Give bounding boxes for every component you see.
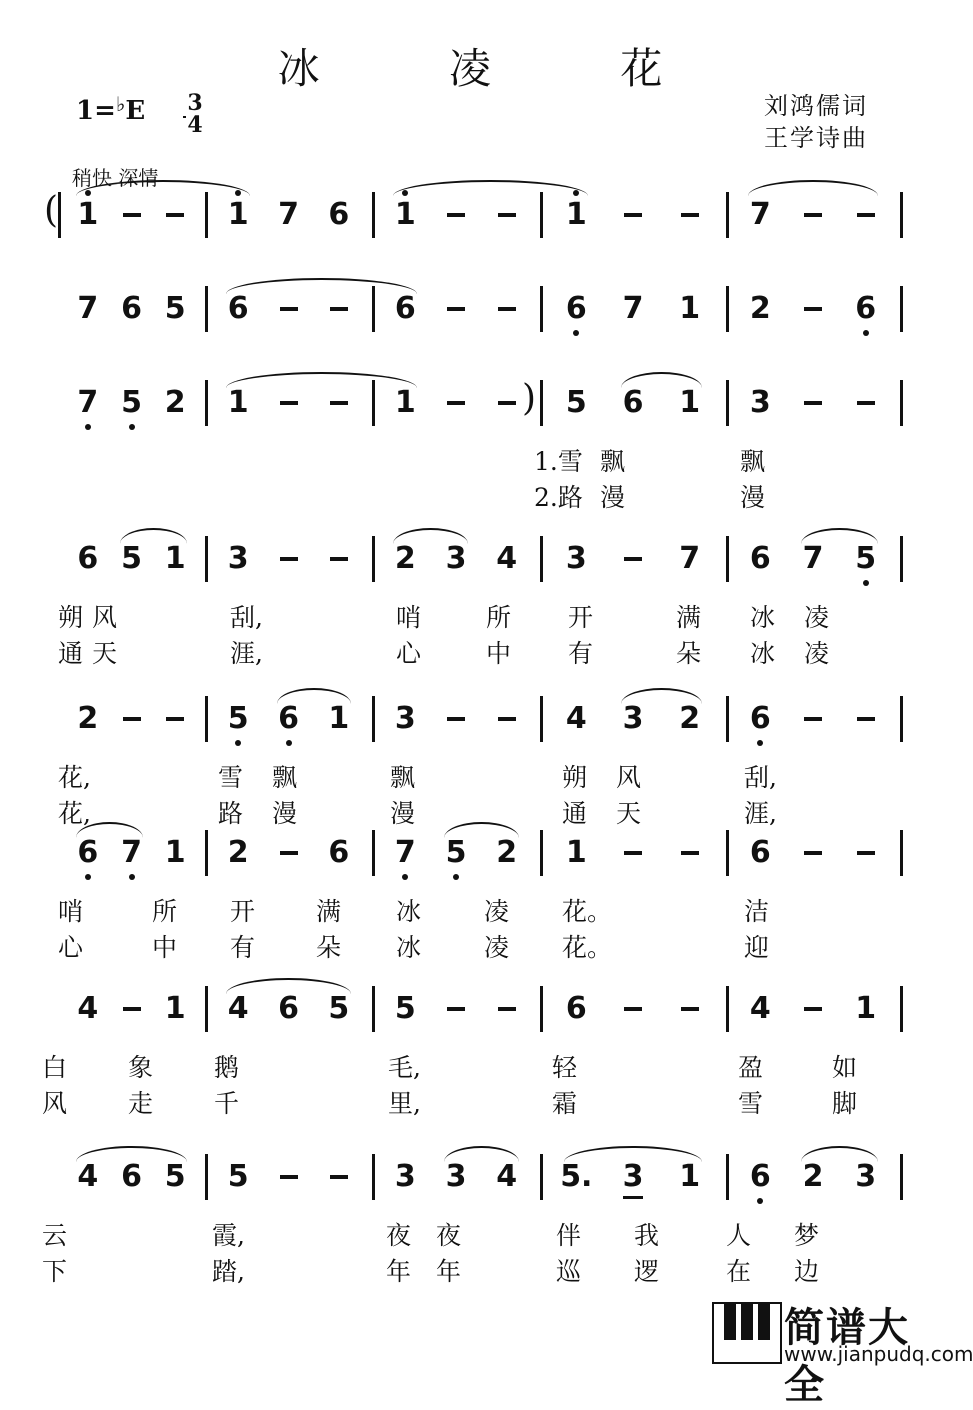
note-dash xyxy=(280,401,298,405)
bar-line xyxy=(58,192,61,238)
lyric: 夜 xyxy=(436,1221,462,1250)
bar-line xyxy=(205,1154,208,1200)
lyric: 朵 xyxy=(316,933,342,962)
note-dash xyxy=(447,213,465,217)
note: 4 xyxy=(496,541,518,576)
bar-line xyxy=(726,286,729,332)
note-dash xyxy=(857,401,875,405)
note: 3 xyxy=(622,1159,644,1194)
lyric: 脚 xyxy=(832,1089,858,1118)
repeat-close: ) xyxy=(522,378,537,419)
note: 7 xyxy=(802,541,824,576)
lyric: 如 xyxy=(832,1053,858,1082)
octave-dot xyxy=(85,874,91,880)
bar-line xyxy=(205,536,208,582)
octave-dot xyxy=(402,874,408,880)
note-dash xyxy=(123,717,141,721)
bar-line xyxy=(726,192,729,238)
lyric: 在 xyxy=(726,1257,752,1286)
note: 7 xyxy=(622,291,644,326)
note: 3 xyxy=(445,1159,467,1194)
lyric: 有 xyxy=(230,933,256,962)
lyric: 通 xyxy=(562,799,588,828)
bar-line xyxy=(726,696,729,742)
lyric: 心 xyxy=(396,639,422,668)
note: 5 xyxy=(328,991,350,1026)
note-dash xyxy=(166,213,184,217)
note: 5 xyxy=(227,701,249,736)
lyric: 风 xyxy=(616,763,642,792)
lyric: 飘 xyxy=(272,763,298,792)
note: 4 xyxy=(749,991,771,1026)
note: 6 xyxy=(328,197,350,232)
note-dash xyxy=(330,307,348,311)
lyric: 走 xyxy=(128,1089,154,1118)
lyric: 巡 xyxy=(556,1257,582,1286)
slur xyxy=(393,180,588,196)
note: 5 xyxy=(164,291,186,326)
note: 6 xyxy=(121,291,142,326)
lyric: 轻 xyxy=(552,1053,578,1082)
lyric: 鹅 xyxy=(214,1053,240,1082)
bar-line xyxy=(372,192,375,238)
note: 6 xyxy=(749,701,771,736)
note-dash xyxy=(280,307,298,311)
lyric: 漫 xyxy=(272,799,298,828)
note: 3 xyxy=(227,541,249,576)
slur xyxy=(748,180,877,196)
lyric: 漫 xyxy=(740,483,766,512)
lyric: 云 xyxy=(42,1221,68,1250)
note: 3 xyxy=(855,1159,877,1194)
bar-line xyxy=(726,986,729,1032)
lyric: 哨 xyxy=(58,897,84,926)
note: 2 xyxy=(77,701,99,736)
note: 3 xyxy=(749,385,771,420)
note: 1 xyxy=(394,197,416,232)
note-dash xyxy=(804,307,822,311)
composer-credit: 王学诗曲 xyxy=(764,124,868,152)
note-dash xyxy=(280,557,298,561)
bar-line xyxy=(540,986,543,1032)
note-dash xyxy=(330,1175,348,1179)
note: 1 xyxy=(679,291,701,326)
lyric: 中 xyxy=(152,933,178,962)
lyric: 霜 xyxy=(552,1089,578,1118)
bar-line xyxy=(540,192,543,238)
lyric: 天 xyxy=(92,639,118,668)
note-dash xyxy=(498,1007,516,1011)
note-dash xyxy=(447,717,465,721)
note: 1 xyxy=(394,385,416,420)
octave-dot xyxy=(286,740,292,746)
song-title: 冰 凌 花 xyxy=(277,44,721,93)
bar-line xyxy=(205,986,208,1032)
bar-line xyxy=(372,986,375,1032)
note: 6 xyxy=(121,1159,142,1194)
note-dash xyxy=(330,557,348,561)
note: 1 xyxy=(679,1159,701,1194)
note: 5 xyxy=(121,541,142,576)
lyric: 霞, xyxy=(212,1221,245,1250)
lyric: 哨 xyxy=(396,603,422,632)
lyric: 凌 xyxy=(484,933,510,962)
note-dash xyxy=(857,213,875,217)
note: 7 xyxy=(121,835,142,870)
lyric: 满 xyxy=(676,603,702,632)
note: 4 xyxy=(77,1159,99,1194)
note: 4 xyxy=(77,991,99,1026)
note: 1 xyxy=(164,541,186,576)
lyric: 通 xyxy=(58,639,84,668)
bar-line xyxy=(900,380,903,426)
note-dash xyxy=(280,1175,298,1179)
lyric: 风 xyxy=(42,1089,68,1118)
note: 2 xyxy=(227,835,249,870)
site-logo xyxy=(712,1296,973,1408)
lyric: 下 xyxy=(42,1257,68,1286)
lyric: 开 xyxy=(230,897,256,926)
note: 6 xyxy=(227,291,249,326)
bar-line xyxy=(540,286,543,332)
note: 1 xyxy=(328,701,350,736)
lyric: 凌 xyxy=(804,603,830,632)
bar-line xyxy=(900,830,903,876)
note: 1 xyxy=(565,197,587,232)
bar-line xyxy=(540,696,543,742)
octave-dot xyxy=(757,740,763,746)
octave-dot xyxy=(863,330,869,336)
note-dash xyxy=(857,717,875,721)
note-dash xyxy=(681,851,699,855)
note: 1 xyxy=(855,991,877,1026)
key-signature: 1=♭E xyxy=(76,92,146,126)
flat-sign: ♭ xyxy=(115,92,126,116)
bar-line xyxy=(205,380,208,426)
bar-line xyxy=(900,696,903,742)
lyric: 刮, xyxy=(230,603,263,632)
note: 1 xyxy=(565,835,587,870)
lyric: 洁 xyxy=(744,897,770,926)
lyric: 凌 xyxy=(484,897,510,926)
note: 5 xyxy=(121,385,142,420)
bar-line xyxy=(372,696,375,742)
octave-dot xyxy=(757,1198,763,1204)
note: 2 xyxy=(802,1159,824,1194)
note: 1 xyxy=(164,991,186,1026)
lyric: 夜 xyxy=(386,1221,412,1250)
bar-line xyxy=(205,696,208,742)
bar-line xyxy=(900,192,903,238)
lyric: 毛, xyxy=(388,1053,421,1082)
lyric: 心 xyxy=(58,933,84,962)
piano-keys-icon xyxy=(712,1302,782,1364)
note: 6 xyxy=(749,1159,771,1194)
note-dash xyxy=(804,401,822,405)
bar-line xyxy=(726,380,729,426)
note: 6 xyxy=(328,835,350,870)
note: 7 xyxy=(749,197,771,232)
octave-dot xyxy=(573,330,579,336)
octave-dot xyxy=(235,740,241,746)
note: 5 xyxy=(855,541,877,576)
note-dash xyxy=(804,851,822,855)
lyricist-credit: 刘鸿儒词 xyxy=(764,92,868,120)
note-dash xyxy=(123,213,141,217)
lyric: 凌 xyxy=(804,639,830,668)
note: 7 xyxy=(77,291,99,326)
bar-line xyxy=(540,830,543,876)
lyric: 雪 xyxy=(218,763,244,792)
lyric: 朔 xyxy=(562,763,588,792)
note: 7 xyxy=(278,197,299,232)
note-dash xyxy=(624,213,642,217)
note-dash xyxy=(123,1007,141,1011)
lyric: 盈 xyxy=(738,1053,764,1082)
note-dash xyxy=(280,851,298,855)
lyric: 白 xyxy=(42,1053,68,1082)
bar-line xyxy=(726,536,729,582)
lyric: 冰 xyxy=(396,933,422,962)
tempo-marking: 稍快 深情 xyxy=(72,166,159,190)
lyric: 朔 xyxy=(58,603,84,632)
note: 6 xyxy=(394,291,416,326)
lyric: 开 xyxy=(568,603,594,632)
note-dash xyxy=(857,851,875,855)
bar-line xyxy=(900,986,903,1032)
repeat-open: ( xyxy=(44,190,59,231)
note: 1 xyxy=(679,385,701,420)
lyric: 有 xyxy=(568,639,594,668)
note: 2 xyxy=(749,291,771,326)
octave-dot xyxy=(129,424,135,430)
lyric: 花。 xyxy=(562,933,613,962)
note: 2 xyxy=(394,541,416,576)
lyric: 里, xyxy=(388,1089,421,1118)
note: 1 xyxy=(227,197,249,232)
lyric: 冰 xyxy=(750,639,776,668)
note: 5 xyxy=(394,991,416,1026)
site-name: 简谱大全 xyxy=(784,1305,910,1408)
note-dash xyxy=(681,213,699,217)
lyric: 刮, xyxy=(744,763,777,792)
lyric: 迎 xyxy=(744,933,770,962)
lyric: 年 xyxy=(436,1257,462,1286)
note: 6 xyxy=(77,835,99,870)
bar-line xyxy=(900,286,903,332)
note-dash xyxy=(804,213,822,217)
lyric: 飘 xyxy=(390,763,416,792)
lyric: 边 xyxy=(794,1257,820,1286)
note-dash xyxy=(624,1007,642,1011)
lyric: 花, xyxy=(58,799,91,828)
note-dash xyxy=(498,717,516,721)
note: 3 xyxy=(565,541,587,576)
note: 4 xyxy=(227,991,249,1026)
lyric: 花。 xyxy=(562,897,613,926)
lyric: 1.雪 xyxy=(534,447,583,476)
lyric: 踏, xyxy=(212,1257,245,1286)
eighth-underline xyxy=(623,1196,643,1199)
lyric: 冰 xyxy=(396,897,422,926)
note: 6 xyxy=(278,991,299,1026)
lyric: 千 xyxy=(214,1089,240,1118)
note-dash xyxy=(624,851,642,855)
lyric: 雪 xyxy=(738,1089,764,1118)
note: 6 xyxy=(77,541,99,576)
note: 3 xyxy=(445,541,467,576)
note: 5 xyxy=(565,385,587,420)
score-system xyxy=(0,834,940,1004)
time-signature: 3 4 xyxy=(183,92,207,136)
note: 5. xyxy=(560,1159,593,1194)
lyric: 飘 xyxy=(600,447,626,476)
lyric: 风 xyxy=(92,603,118,632)
lyric: 满 xyxy=(316,897,342,926)
note: 7 xyxy=(394,835,416,870)
lyric: 所 xyxy=(152,897,178,926)
note: 1 xyxy=(164,835,186,870)
lyric: 中 xyxy=(486,639,512,668)
note: 5 xyxy=(227,1159,249,1194)
score-system xyxy=(0,540,940,710)
note: 1 xyxy=(77,197,99,232)
lyric: 年 xyxy=(386,1257,412,1286)
bar-line xyxy=(540,536,543,582)
note: 4 xyxy=(565,701,587,736)
octave-dot xyxy=(453,874,459,880)
lyric: 我 xyxy=(634,1221,660,1250)
note-dash xyxy=(447,401,465,405)
note: 6 xyxy=(565,991,587,1026)
lyric: 飘 xyxy=(740,447,766,476)
lyric: 冰 xyxy=(750,603,776,632)
bar-line xyxy=(205,192,208,238)
lyric: 所 xyxy=(486,603,512,632)
lyric: 漫 xyxy=(600,483,626,512)
note: 6 xyxy=(855,291,877,326)
lyric: 朵 xyxy=(676,639,702,668)
note-dash xyxy=(804,717,822,721)
bar-line xyxy=(726,1154,729,1200)
note: 6 xyxy=(749,541,771,576)
note-dash xyxy=(681,1007,699,1011)
bar-line xyxy=(372,1154,375,1200)
note-dash xyxy=(498,401,516,405)
lyric: 梦 xyxy=(794,1221,820,1250)
lyric: 路 xyxy=(218,799,244,828)
bar-line xyxy=(540,1154,543,1200)
lyric: 逻 xyxy=(634,1257,660,1286)
lyric: 漫 xyxy=(390,799,416,828)
note: 2 xyxy=(496,835,518,870)
note-dash xyxy=(804,1007,822,1011)
note-dash xyxy=(330,401,348,405)
note-dash xyxy=(447,307,465,311)
site-url: www.jianpudq.com xyxy=(784,1342,973,1366)
note-dash xyxy=(498,213,516,217)
octave-dot xyxy=(863,580,869,586)
note: 3 xyxy=(394,1159,416,1194)
lyric: 涯, xyxy=(230,639,263,668)
lyric: 涯, xyxy=(744,799,777,828)
octave-dot xyxy=(129,874,135,880)
bar-line xyxy=(540,380,543,426)
lyric: 花, xyxy=(58,763,91,792)
bar-line xyxy=(900,1154,903,1200)
note: 7 xyxy=(679,541,701,576)
bar-line xyxy=(205,286,208,332)
octave-dot xyxy=(85,424,91,430)
lyric: 伴 xyxy=(556,1221,582,1250)
score-system xyxy=(0,990,940,1160)
lyric: 人 xyxy=(726,1221,752,1250)
note: 6 xyxy=(565,291,587,326)
note: 7 xyxy=(77,385,99,420)
note: 6 xyxy=(749,835,771,870)
note: 1 xyxy=(227,385,249,420)
note-dash xyxy=(166,717,184,721)
note-dash xyxy=(447,1007,465,1011)
note: 2 xyxy=(164,385,186,420)
note-dash xyxy=(498,307,516,311)
lyric: 天 xyxy=(616,799,642,828)
bar-line xyxy=(372,830,375,876)
note: 2 xyxy=(679,701,701,736)
note-dash xyxy=(624,557,642,561)
bar-line xyxy=(900,536,903,582)
lyric: 2.路 xyxy=(534,483,583,512)
bar-line xyxy=(372,536,375,582)
bar-line xyxy=(726,830,729,876)
note: 3 xyxy=(622,701,644,736)
note: 5 xyxy=(164,1159,186,1194)
note: 6 xyxy=(622,385,644,420)
note: 3 xyxy=(394,701,416,736)
note: 5 xyxy=(445,835,467,870)
bar-line xyxy=(205,830,208,876)
note: 4 xyxy=(496,1159,518,1194)
note: 6 xyxy=(278,701,299,736)
lyric: 象 xyxy=(128,1053,154,1082)
